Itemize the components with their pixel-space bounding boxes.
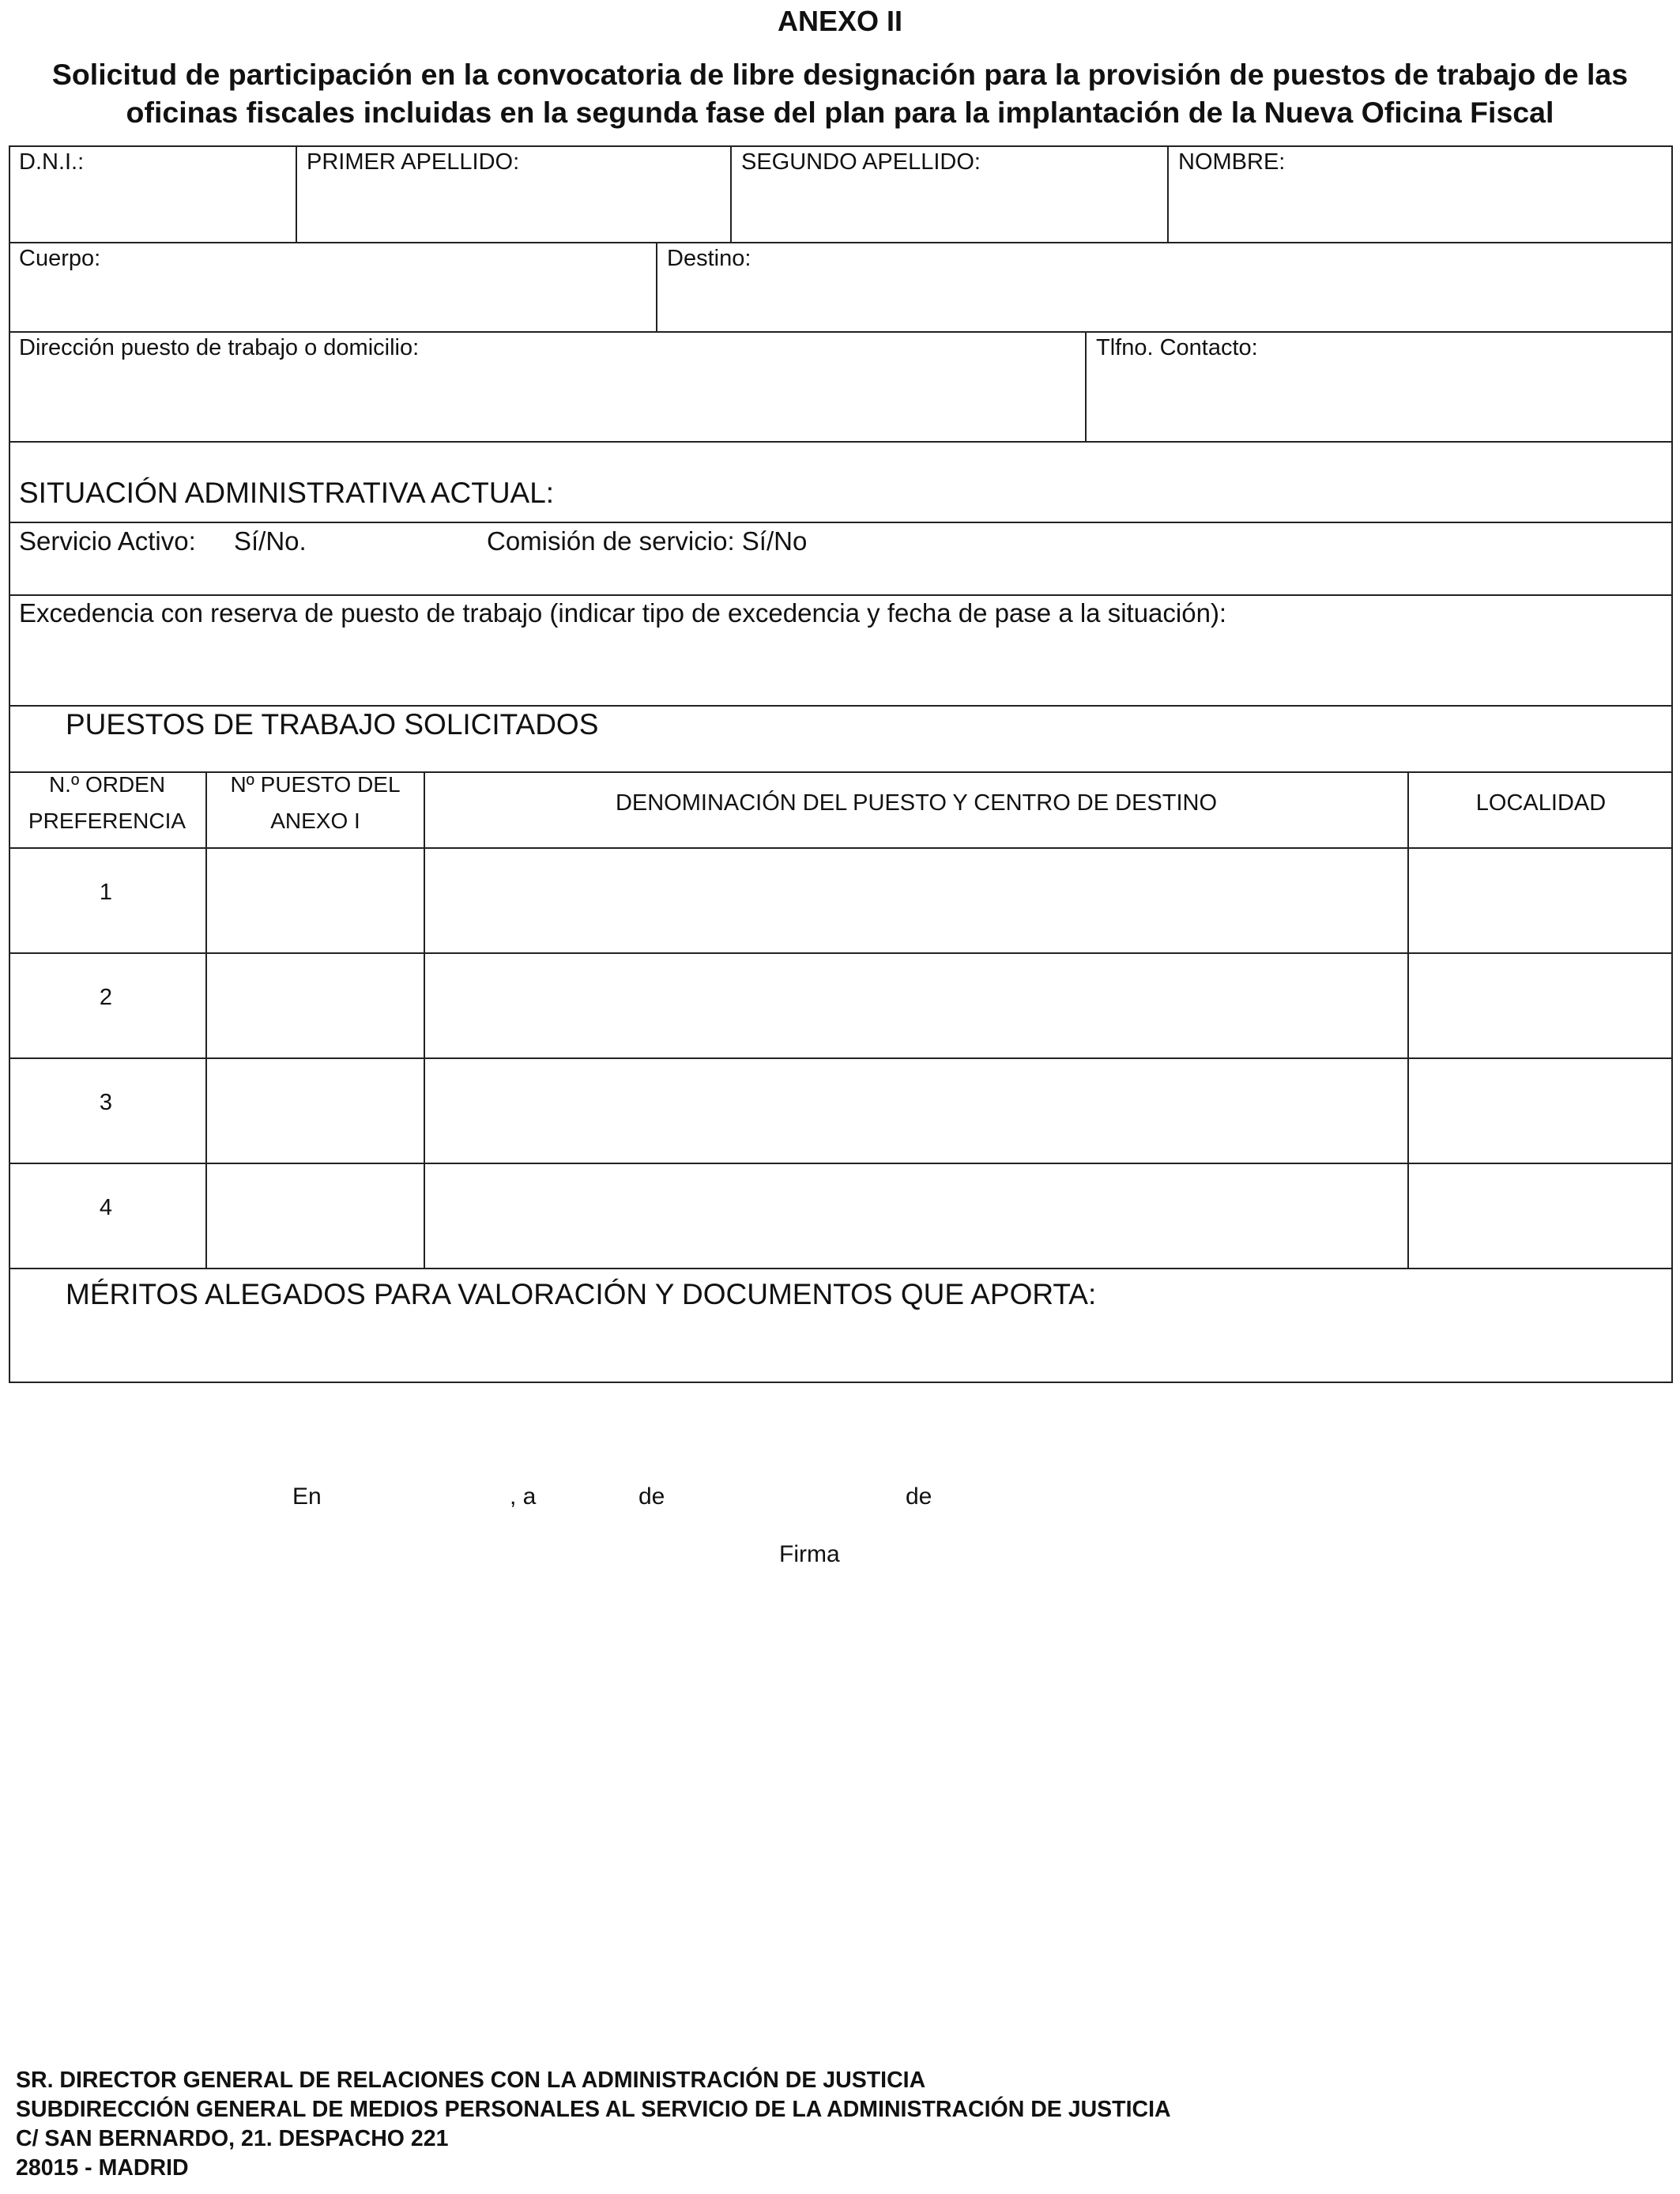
date-year-label: de xyxy=(906,1483,932,1510)
excedencia-field[interactable]: Excedencia con reserva de puesto de trabajo (indicar tipo de excedencia y fecha de pase a la situación): xyxy=(19,598,1227,628)
puestos-heading: PUESTOS DE TRABAJO SOLICITADOS xyxy=(66,708,599,741)
col-divider xyxy=(656,242,657,331)
row-divider xyxy=(9,705,1673,707)
row-divider xyxy=(9,331,1673,333)
telefono-field[interactable]: Tlfno. Contacto: xyxy=(1096,335,1258,360)
column-header-puesto: Nº PUESTO DEL ANEXO I xyxy=(230,772,401,833)
table-row-number: 4 xyxy=(99,1195,113,1220)
destino-field[interactable]: Destino: xyxy=(667,246,751,271)
row-divider xyxy=(9,522,1673,523)
column-header-orden: N.º ORDEN PREFERENCIA xyxy=(28,772,186,833)
col-divider xyxy=(730,145,732,242)
servicio-activo-label: Servicio Activo: xyxy=(19,526,196,556)
col-divider xyxy=(1407,771,1409,1268)
footer-line-4: 28015 - MADRID xyxy=(16,2155,189,2181)
footer-line-1: SR. DIRECTOR GENERAL DE RELACIONES CON LA ADMINISTRACIÓN DE JUSTICIA xyxy=(16,2068,926,2093)
situacion-heading: SITUACIÓN ADMINISTRATIVA ACTUAL: xyxy=(19,477,555,509)
firma-label: Firma xyxy=(779,1541,840,1567)
row-divider xyxy=(9,242,1673,243)
row-divider xyxy=(9,1163,1673,1164)
cuerpo-field[interactable]: Cuerpo: xyxy=(19,246,101,271)
col-divider xyxy=(1085,331,1087,441)
table-row-number: 2 xyxy=(99,985,113,1010)
footer-line-3: C/ SAN BERNARDO, 21. DESPACHO 221 xyxy=(16,2126,449,2151)
date-day-label: , a xyxy=(510,1483,537,1510)
primer-apellido-field[interactable]: PRIMER APELLIDO: xyxy=(307,149,520,175)
comision-servicio-option[interactable]: Comisión de servicio: Sí/No xyxy=(487,526,808,556)
col-divider xyxy=(296,145,297,242)
column-header-localidad: LOCALIDAD xyxy=(1475,790,1607,816)
footer-line-2: SUBDIRECCIÓN GENERAL DE MEDIOS PERSONALES AL SERVICIO DE LA ADMINISTRACIÓN DE JUSTICIA xyxy=(16,2097,1171,2122)
nombre-field[interactable]: NOMBRE: xyxy=(1178,149,1286,175)
subtitle-line-1: Solicitud de participación en la convocatoria de libre designación para la provisión de puestos de trabajo de las xyxy=(51,58,1629,91)
document-title: ANEXO II xyxy=(777,5,903,37)
row-divider xyxy=(9,594,1673,596)
subtitle-line-2: oficinas fiscales incluidas en la segunda fase del plan para la implantación de la Nueva Oficina Fiscal xyxy=(126,96,1554,129)
row-divider xyxy=(9,847,1673,849)
direccion-field[interactable]: Dirección puesto de trabajo o domicilio: xyxy=(19,335,420,360)
row-divider xyxy=(9,1268,1673,1269)
segundo-apellido-field[interactable]: SEGUNDO APELLIDO: xyxy=(741,149,981,175)
table-row-number: 3 xyxy=(99,1090,113,1115)
row-divider xyxy=(9,1057,1673,1059)
col-divider xyxy=(424,771,425,1268)
col-divider xyxy=(205,771,207,1268)
document-subtitle xyxy=(11,55,1669,131)
date-month-label: de xyxy=(638,1483,665,1510)
col-divider xyxy=(1167,145,1169,242)
column-header-denominacion: DENOMINACIÓN DEL PUESTO Y CENTRO DE DESTINO xyxy=(615,790,1218,816)
date-place-label: En xyxy=(292,1483,322,1510)
meritos-field[interactable]: MÉRITOS ALEGADOS PARA VALORACIÓN Y DOCUMENTOS QUE APORTA: xyxy=(66,1278,1097,1310)
dni-field[interactable]: D.N.I.: xyxy=(19,149,85,175)
row-divider xyxy=(9,952,1673,954)
table-row-number: 1 xyxy=(99,880,113,905)
servicio-activo-option[interactable]: Sí/No. xyxy=(234,526,307,556)
row-divider xyxy=(9,441,1673,443)
